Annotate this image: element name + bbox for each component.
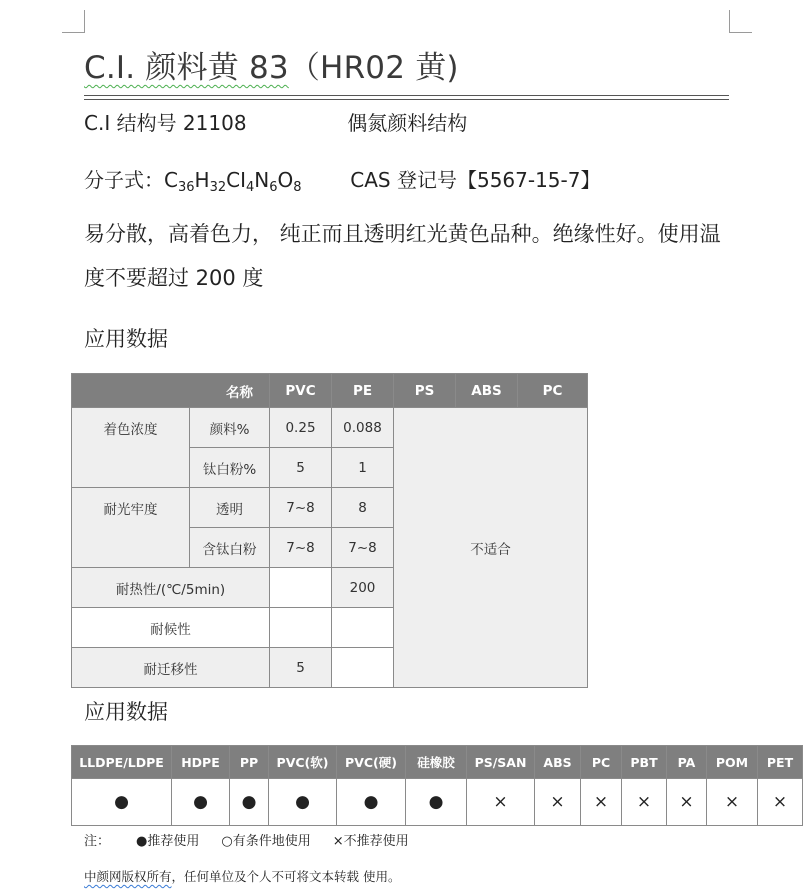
cell-with-tio2-pvc: 7~8: [270, 528, 332, 568]
resin-symbol-pvc-soft: ●: [269, 779, 337, 826]
resin-header-pp: PP: [230, 746, 269, 779]
structure-type: 偶氮颜料结构: [347, 111, 468, 135]
note-label: 注：: [84, 834, 111, 849]
copyright-site: 中颜网版权所有: [84, 869, 172, 884]
cell-migration-pvc: 5: [270, 648, 332, 688]
page-corner-mark-right: [729, 10, 752, 33]
page-title: [84, 42, 459, 87]
description-paragraph: 易分散，高着色力， 纯正而且透明红光黄色品种。绝缘性好。使用温度不要超过 200 度: [84, 222, 721, 290]
title-paren: （HR02 黄): [288, 50, 459, 86]
resin-symbol-silicone-rubber: ●: [406, 779, 467, 826]
row-label-migration-resistance: 耐迁移性: [72, 648, 270, 688]
resin-symbol-pbt: ×: [622, 779, 667, 826]
cell-weather-pvc: [270, 608, 332, 648]
cell-with-tio2-pe: 7~8: [332, 528, 394, 568]
resin-header-row: [72, 746, 803, 779]
copyright-notice: [84, 867, 401, 885]
note-conditional: ○有条件地使用: [221, 834, 311, 849]
legend-note: [84, 830, 431, 849]
resin-header-pvc-rigid: PVC(硬): [337, 746, 406, 779]
cell-heat-pvc: [270, 568, 332, 608]
structure-number: C.I 结构号 21108: [84, 111, 247, 135]
resin-symbol-pvc-rigid: ●: [337, 779, 406, 826]
header-ps: PS: [394, 374, 456, 408]
resin-header-ps-san: PS/SAN: [467, 746, 535, 779]
table-row: [72, 408, 588, 448]
header-pvc: PVC: [270, 374, 332, 408]
section-heading-application-data: 应用数据: [84, 327, 168, 351]
resin-symbol-pom: ×: [707, 779, 758, 826]
resin-header-silicone-rubber: 硅橡胶: [406, 746, 467, 779]
copyright-text: ，任何单位及个人不可将文本转载 使用。: [171, 869, 401, 884]
resin-header-lldpe-ldpe: LLDPE/LDPE: [72, 746, 172, 779]
resin-symbol-ps-san: ×: [467, 779, 535, 826]
cell-transparent-pe: 8: [332, 488, 394, 528]
resin-header-pc: PC: [581, 746, 622, 779]
resin-header-abs: ABS: [535, 746, 581, 779]
cas-number: CAS 登记号【5567-15-7】: [350, 168, 601, 192]
cell-pigment-pvc: 0.25: [270, 408, 332, 448]
table-header-row: [72, 374, 588, 408]
formula-line: [84, 164, 600, 195]
resin-header-pom: POM: [707, 746, 758, 779]
resin-symbol-row: [72, 779, 803, 826]
header-pe: PE: [332, 374, 394, 408]
cell-not-suitable: 不适合: [394, 408, 588, 688]
row-label-tio2-pct: 钛白粉%: [190, 448, 270, 488]
row-label-with-tio2: 含钛白粉: [190, 528, 270, 568]
note-not-recommended: ×不推荐使用: [332, 834, 409, 849]
title-rule-top: [84, 95, 729, 96]
row-label-weather-resistance: 耐候性: [72, 608, 270, 648]
resin-symbol-pp: ●: [230, 779, 269, 826]
cell-migration-pe: [332, 648, 394, 688]
resin-symbol-pc: ×: [581, 779, 622, 826]
cell-transparent-pvc: 7~8: [270, 488, 332, 528]
header-pc: PC: [518, 374, 588, 408]
formula-label: 分子式：: [84, 168, 164, 192]
page-corner-mark-left: [62, 10, 85, 33]
resin-header-hdpe: HDPE: [172, 746, 230, 779]
resin-symbol-hdpe: ●: [172, 779, 230, 826]
resin-symbol-lldpe-ldpe: ●: [72, 779, 172, 826]
resin-header-pvc-soft: PVC(软): [269, 746, 337, 779]
resin-header-pet: PET: [758, 746, 803, 779]
header-abs: ABS: [456, 374, 518, 408]
header-name: 名称: [72, 374, 270, 408]
row-label-pigment-pct: 颜料%: [190, 408, 270, 448]
row-label-lightfastness: 耐光牢度: [72, 488, 190, 568]
structure-line: [84, 107, 467, 136]
cell-pigment-pe: 0.088: [332, 408, 394, 448]
cell-tio2-pe: 1: [332, 448, 394, 488]
cell-weather-pe: [332, 608, 394, 648]
resin-symbol-abs: ×: [535, 779, 581, 826]
application-data-table: [71, 373, 588, 688]
cell-tio2-pvc: 5: [270, 448, 332, 488]
cell-heat-pe: 200: [332, 568, 394, 608]
title-rule-bottom: [84, 99, 729, 100]
resin-header-pa: PA: [667, 746, 707, 779]
title-main: C.I. 颜料黄 83: [84, 50, 289, 86]
row-label-transparent: 透明: [190, 488, 270, 528]
row-label-heat-resistance: 耐热性/(℃/5min): [72, 568, 270, 608]
note-recommended: ●推荐使用: [136, 834, 200, 849]
row-label-color-strength: 着色浓度: [72, 408, 190, 488]
section-heading-application-data-2: 应用数据: [84, 700, 168, 724]
molecular-formula: $C_{36}H_{32}CI_4N_6O_8$: [164, 168, 302, 195]
resin-header-pbt: PBT: [622, 746, 667, 779]
resin-compatibility-table: [71, 745, 803, 826]
resin-symbol-pet: ×: [758, 779, 803, 826]
resin-symbol-pa: ×: [667, 779, 707, 826]
